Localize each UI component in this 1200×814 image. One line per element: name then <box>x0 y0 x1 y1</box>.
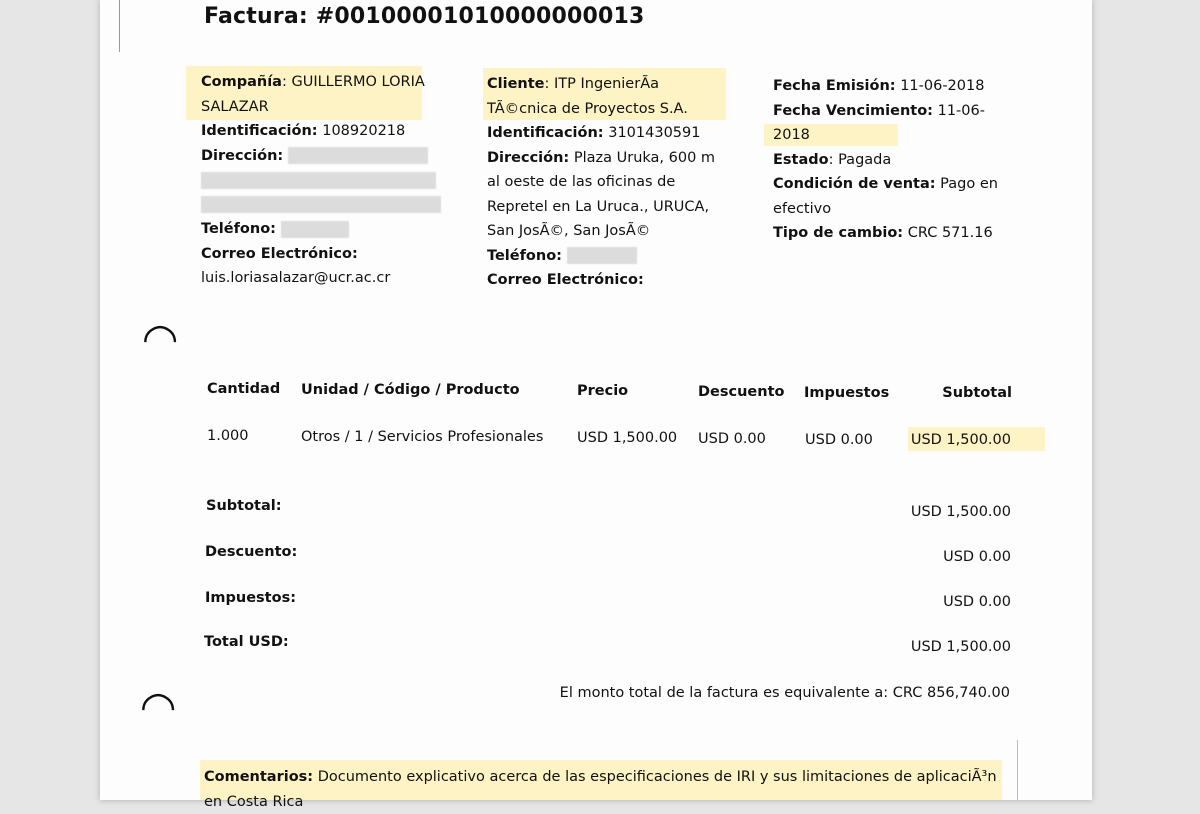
col-header-discount: Descuento <box>698 384 785 400</box>
company-id-value: 108920218 <box>322 123 406 139</box>
summary-discount-label: Descuento: <box>205 544 298 560</box>
redacted-phone <box>281 221 349 238</box>
summary-total-label: Total USD: <box>204 634 289 650</box>
company-email-label: Correo Electrónico: <box>201 245 358 262</box>
page-edge-mark <box>119 0 120 52</box>
company-id-label: Identificación: <box>201 123 318 139</box>
cell-discount: USD 0.00 <box>698 431 766 447</box>
issue-date-value: 11-06-2018 <box>900 78 985 94</box>
company-address-line <box>201 144 436 169</box>
status-label: Estado <box>773 151 829 168</box>
summary-subtotal-label: Subtotal: <box>206 498 282 514</box>
col-header-product: Unidad / Código / Producto <box>301 382 520 398</box>
client-name-line: Cliente: ITP IngenierÃa TÃ©cnica de Proyectos S.A. <box>487 76 688 117</box>
company-phone-label: Teléfono: <box>201 221 276 237</box>
redacted-phone <box>567 247 637 264</box>
due-date-line <box>773 99 1003 148</box>
company-name-line: Compañía: GUILLERMO LORIA SALAZAR <box>201 74 425 115</box>
col-header-taxes: Impuestos <box>804 385 890 401</box>
total-equivalent-text: El monto total de la factura es equivalente a: CRC 856,740.00 <box>559 685 1010 701</box>
company-name: GUILLERMO LORIA SALAZAR <box>201 74 425 115</box>
issue-date-line <box>773 74 1003 99</box>
redacted-address <box>201 172 436 189</box>
comments-text: Documento explicativo acerca de las especificaciones de IRI y sus limitaciones de aplicaciÃ³n en Costa Rica <box>204 769 997 810</box>
col-header-price: Precio <box>577 383 629 399</box>
summary-subtotal-value: USD 1,500.00 <box>910 504 1011 520</box>
status-value: Pagada <box>838 151 892 168</box>
summary-discount-value: USD 0.00 <box>943 549 1011 565</box>
client-email-line <box>487 268 732 293</box>
comments-block <box>204 765 1004 814</box>
cell-taxes: USD 0.00 <box>805 432 873 448</box>
company-id-line <box>201 119 436 144</box>
exchange-rate-line <box>773 221 1003 246</box>
summary-tax-value: USD 0.00 <box>943 594 1011 610</box>
page-edge-mark <box>1017 740 1018 800</box>
status-line: Estado: Pagada <box>773 151 892 168</box>
issue-date-label: Fecha Emisión: <box>773 78 896 94</box>
col-header-subtotal: Subtotal <box>942 385 1012 401</box>
sale-condition-label: Condición de venta: <box>773 176 936 192</box>
client-email-label: Correo Electrónico: <box>487 272 644 288</box>
sale-condition-value: Pago en efectivo <box>773 176 998 217</box>
due-date-label: Fecha Vencimiento: <box>773 102 933 119</box>
company-email-line <box>201 242 436 267</box>
company-address-label: Dirección: <box>201 147 284 164</box>
col-header-quantity: Cantidad <box>207 381 281 397</box>
summary-total-value: USD 1,500.00 <box>910 639 1011 655</box>
comments-label: Comentarios: <box>204 769 314 785</box>
due-date-value: 11-06-2018 <box>773 102 985 143</box>
client-address-label: Dirección: <box>487 149 570 166</box>
fold-mark: ◠ <box>142 682 175 731</box>
cell-subtotal: USD 1,500.00 <box>910 432 1011 448</box>
company-label: Compañía <box>201 74 282 90</box>
company-address-redacted-3 <box>201 193 436 218</box>
fold-mark: ◠ <box>144 314 177 363</box>
invoice-title: Factura: #00100001010000000013 <box>204 4 645 29</box>
cell-product: Otros / 1 / Servicios Profesionales <box>301 429 544 445</box>
redacted-address <box>288 147 428 164</box>
client-id-value: 3101430591 <box>608 125 701 141</box>
redacted-address <box>201 196 441 213</box>
company-phone-line <box>201 217 436 242</box>
client-label: Cliente <box>487 76 545 92</box>
exchange-rate-value: CRC 571.16 <box>907 225 993 241</box>
client-id-line <box>487 121 732 146</box>
client-address-line <box>487 146 732 244</box>
company-address-redacted-2 <box>201 168 436 193</box>
company-email-value: luis.loriasalazar@ucr.ac.cr <box>201 270 391 286</box>
summary-tax-label: Impuestos: <box>205 590 296 606</box>
client-id-label: Identificación: <box>487 125 604 141</box>
client-address-value: Plaza Uruka, 600 m al oeste de las oficinas de Repretel en La Uruca., URUCA, San JosÃ©, San JosÃ© <box>487 149 716 239</box>
client-name: ITP IngenierÃa TÃ©cnica de Proyectos S.A. <box>487 76 688 117</box>
invoice-meta-block <box>773 74 1003 246</box>
exchange-rate-label: Tipo de cambio: <box>773 225 904 241</box>
invoice-page <box>100 0 1092 810</box>
client-phone-line <box>487 244 732 269</box>
client-block <box>487 72 732 293</box>
company-block <box>201 70 436 291</box>
cell-quantity: 1.000 <box>207 428 249 444</box>
sale-condition-line <box>773 172 1003 221</box>
client-phone-label: Teléfono: <box>487 247 562 264</box>
cell-price: USD 1,500.00 <box>577 430 678 446</box>
